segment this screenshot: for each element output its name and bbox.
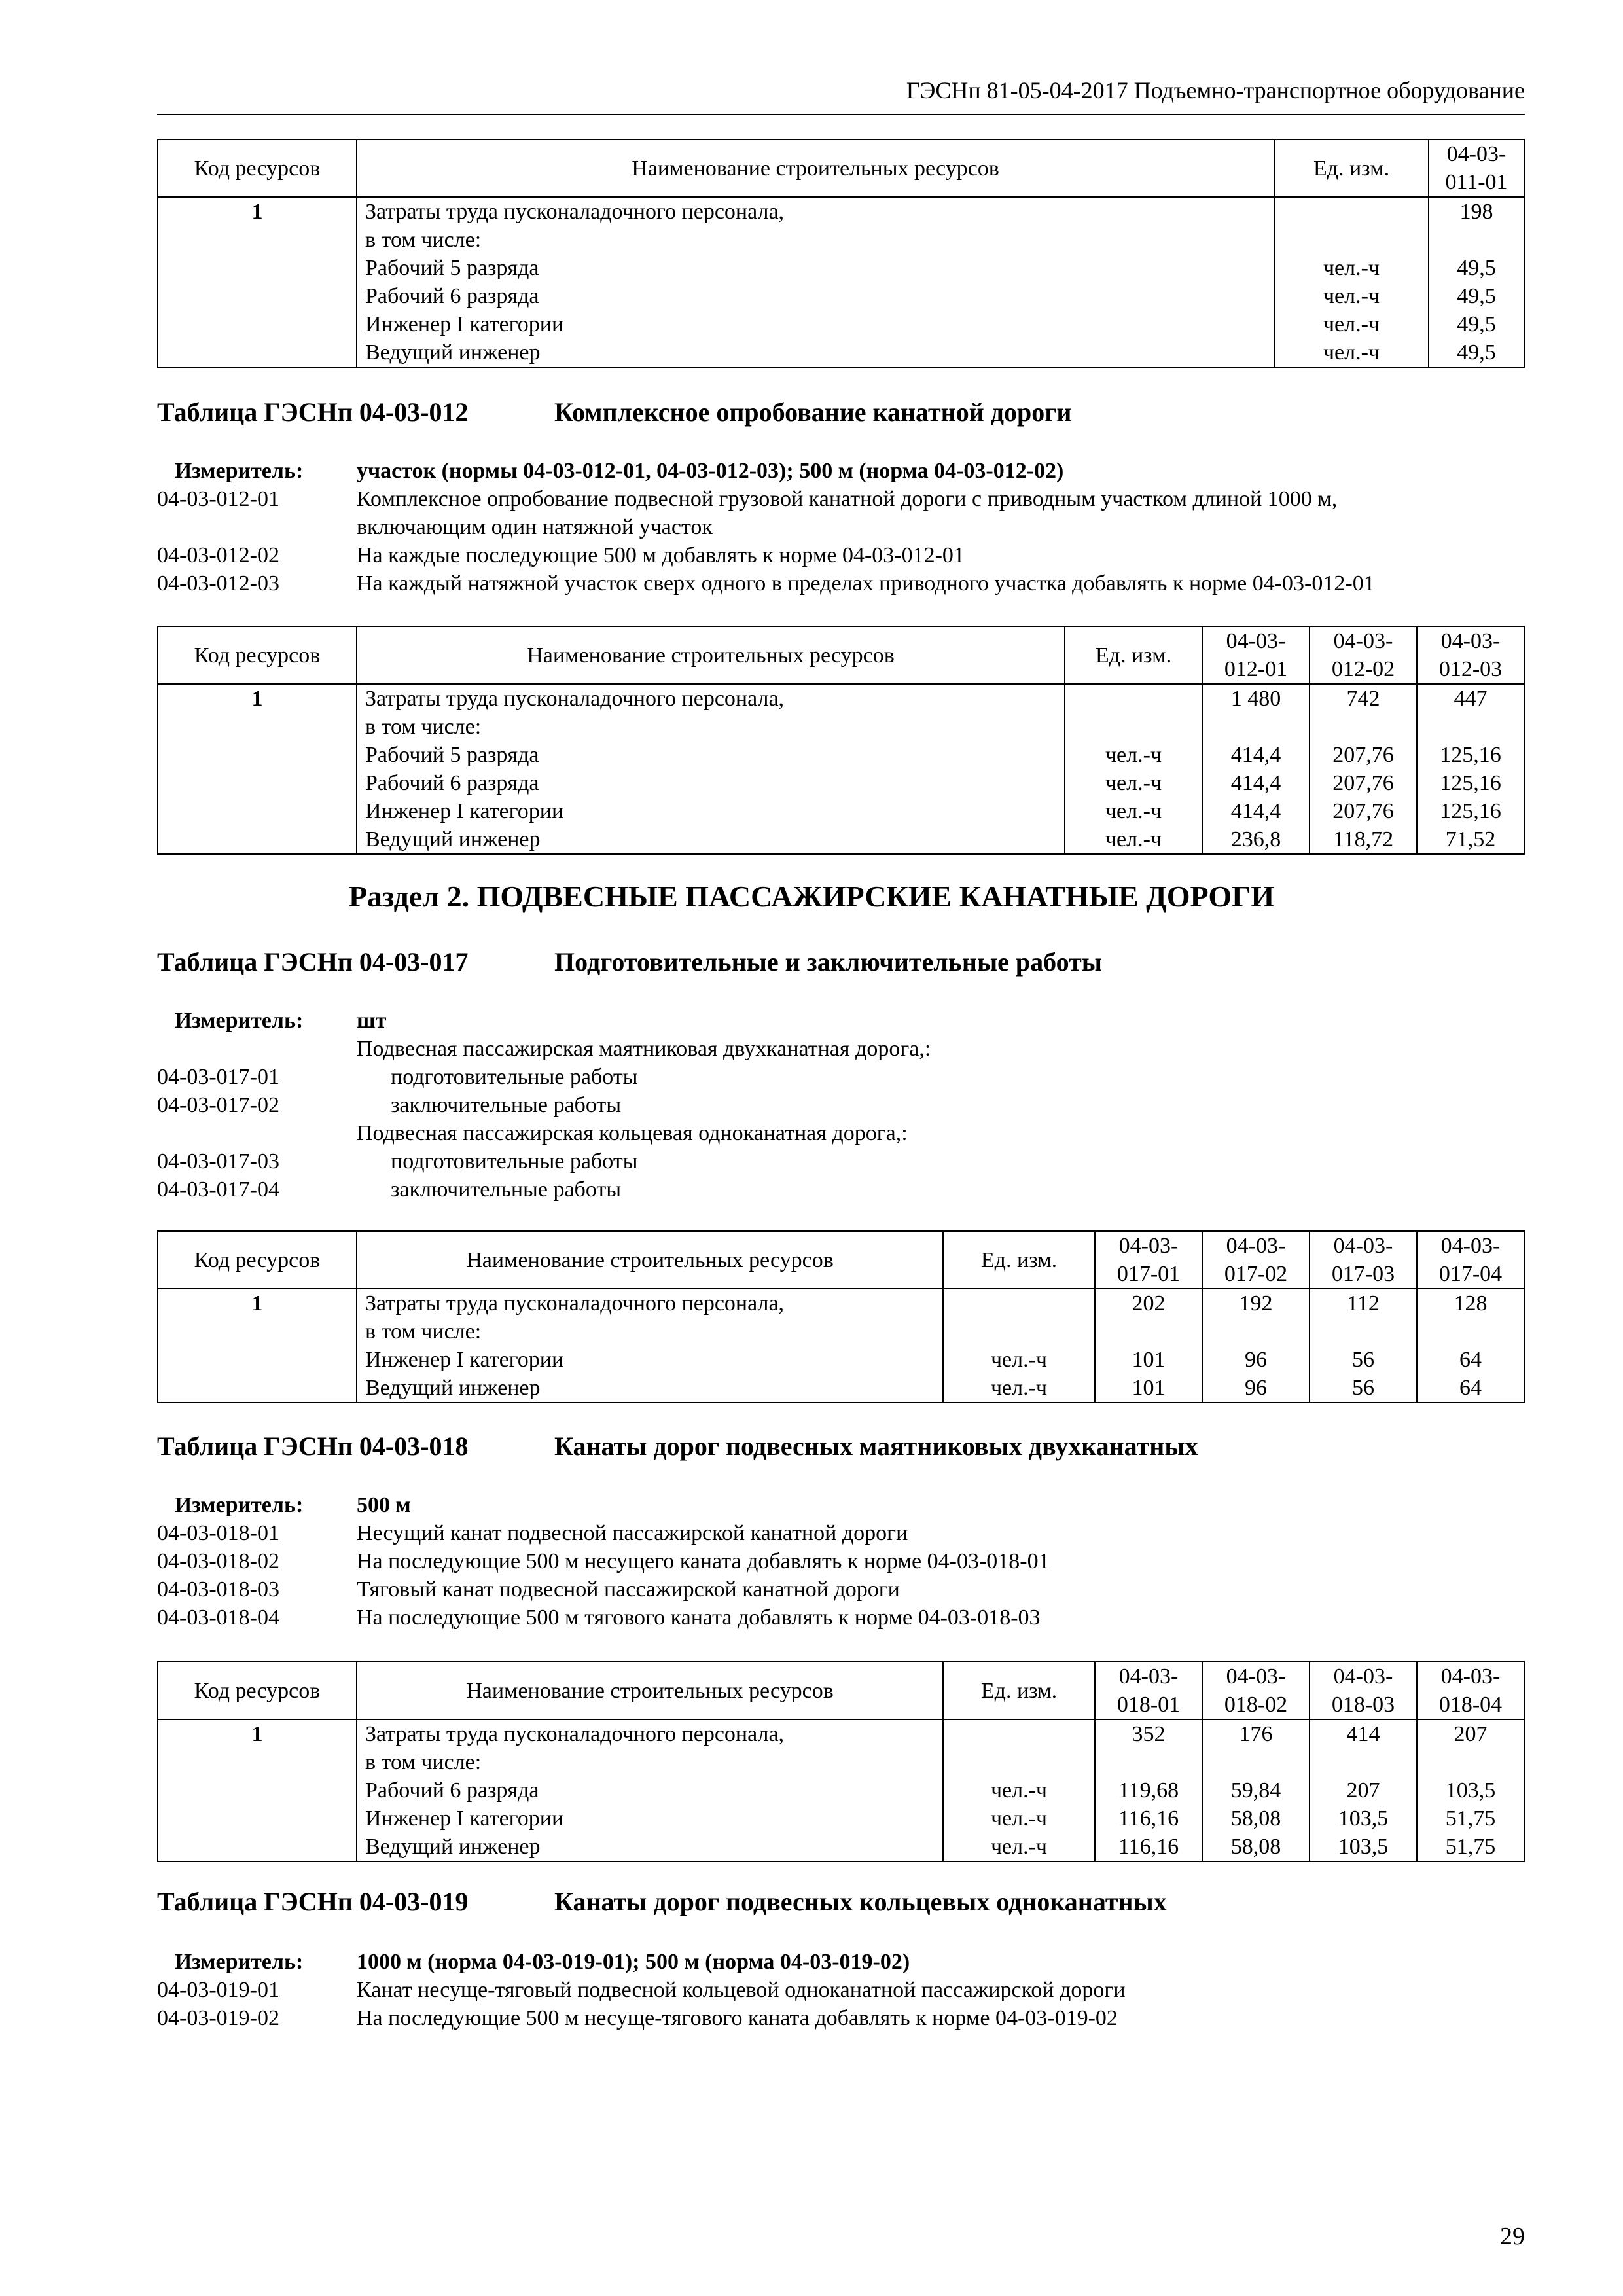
norm-code: 04-03- 018-04 <box>1438 1664 1503 1717</box>
resource-table <box>157 1230 1525 1403</box>
table-title-012 <box>157 395 1071 429</box>
cell-value: 176 <box>1202 1719 1310 1748</box>
resource-table <box>157 626 1525 855</box>
cell-value: 207 <box>1417 1719 1524 1748</box>
table-title-code: Таблица ГЭСНп 04-03-019 <box>157 1887 469 1916</box>
norm-item-text: Подвесная пассажирская маятниковая двухканатная дорога,: <box>357 1037 931 1061</box>
cell-value: 125,16 <box>1417 769 1524 797</box>
table-title-019 <box>157 1885 1167 1919</box>
cell-code <box>158 713 357 741</box>
resource-table <box>157 139 1525 368</box>
cell-value: 192 <box>1202 1289 1310 1318</box>
norm-code: 04-03- 011-01 <box>1445 142 1508 194</box>
col-header-unit: Ед. изм. <box>1065 626 1202 684</box>
cell-name: Ведущий инженер <box>357 338 1274 367</box>
table-row <box>158 1374 1524 1403</box>
table-row <box>158 769 1524 797</box>
cell-unit <box>943 1289 1095 1318</box>
cell-value: 236,8 <box>1202 825 1310 854</box>
cell-name: Затраты труда пусконаладочного персонала, <box>357 1719 943 1748</box>
norm-item-text: На каждый натяжной участок сверх одного в пределах приводного участка добавлять к норме 04-03-012-01 <box>357 571 1375 596</box>
cell-code <box>158 254 357 282</box>
cell-value: 101 <box>1095 1374 1202 1403</box>
table-header-row <box>158 139 1524 197</box>
col-header-code: Код ресурсов <box>158 626 357 684</box>
norm-item-code <box>157 1035 357 1063</box>
col-header-norm <box>1429 139 1524 197</box>
cell-value: 103,5 <box>1310 1833 1417 1861</box>
norm-item-code: 04-03-017-02 <box>157 1093 279 1117</box>
cell-value <box>1202 1748 1310 1776</box>
norm-item-text: подготовительные работы <box>391 1065 638 1089</box>
cell-value: 49,5 <box>1429 254 1524 282</box>
col-header-unit: Ед. изм. <box>943 1231 1095 1289</box>
measure-row <box>157 457 1525 485</box>
table-row <box>158 254 1524 282</box>
cell-value <box>1202 713 1310 741</box>
table-row <box>158 197 1524 226</box>
cell-unit: чел.-ч <box>1065 741 1202 769</box>
measure-value: 500 м <box>357 1493 411 1517</box>
norm-item <box>157 2004 1525 2032</box>
norm-item-text: Подвесная пассажирская кольцевая одноканатная дорога,: <box>357 1121 908 1145</box>
cell-code <box>158 1318 357 1346</box>
cell-value: 103,5 <box>1310 1804 1417 1833</box>
table-row <box>158 1776 1524 1804</box>
cell-value: 207 <box>1310 1776 1417 1804</box>
table-row <box>158 282 1524 310</box>
col-header-norm <box>1417 626 1524 684</box>
resource-table <box>157 1661 1525 1862</box>
col-header-code: Код ресурсов <box>158 139 357 197</box>
cell-code <box>158 310 357 338</box>
cell-value: 96 <box>1202 1374 1310 1403</box>
cell-name: Рабочий 6 разряда <box>357 1776 943 1804</box>
table-row <box>158 1804 1524 1833</box>
cell-value: 414,4 <box>1202 769 1310 797</box>
cell-unit <box>1065 713 1202 741</box>
norm-item-text: подготовительные работы <box>391 1149 638 1174</box>
cell-value <box>1417 1318 1524 1346</box>
cell-unit <box>943 1719 1095 1748</box>
norm-item-text: На последующие 500 м несуще-тягового каната добавлять к норме 04-03-019-02 <box>357 2006 1118 2030</box>
cell-value: 414 <box>1310 1719 1417 1748</box>
col-header-unit: Ед. изм. <box>1274 139 1429 197</box>
table-row <box>158 1833 1524 1861</box>
cell-value: 64 <box>1417 1374 1524 1403</box>
cell-unit: чел.-ч <box>1274 338 1429 367</box>
cell-code <box>158 1776 357 1804</box>
norm-item-code: 04-03-018-03 <box>157 1577 279 1602</box>
cell-value <box>1202 1318 1310 1346</box>
cell-code: 1 <box>158 1289 357 1318</box>
norm-item-text: Несущий канат подвесной пассажирской канатной дороги <box>357 1521 908 1545</box>
cell-name: Рабочий 6 разряда <box>357 769 1065 797</box>
norm-item-code: 04-03-012-03 <box>157 571 279 596</box>
measure-label: Измеритель: <box>174 459 304 483</box>
cell-unit <box>1274 226 1429 254</box>
cell-value <box>1429 226 1524 254</box>
table-row <box>158 1748 1524 1776</box>
norm-item-code: 04-03-018-04 <box>157 1605 279 1630</box>
measure-block-018 <box>157 1491 1525 1632</box>
cell-unit <box>1274 197 1429 226</box>
norm-item <box>157 541 1525 569</box>
cell-value: 49,5 <box>1429 282 1524 310</box>
table-header-row <box>158 1231 1524 1289</box>
resource-table-011 <box>157 139 1525 368</box>
table-title-018 <box>157 1429 1198 1463</box>
col-header-norm <box>1095 1662 1202 1719</box>
cell-code: 1 <box>158 684 357 713</box>
cell-value: 207,76 <box>1310 769 1417 797</box>
cell-value: 58,08 <box>1202 1833 1310 1861</box>
norm-item-code: 04-03-017-04 <box>157 1177 279 1202</box>
cell-code <box>158 226 357 254</box>
norm-item-text: На последующие 500 м тягового каната добавлять к норме 04-03-018-03 <box>357 1605 1041 1630</box>
cell-value: 207,76 <box>1310 797 1417 825</box>
cell-value: 125,16 <box>1417 741 1524 769</box>
cell-value: 116,16 <box>1095 1804 1202 1833</box>
resource-table-017 <box>157 1230 1525 1403</box>
norm-item-code: 04-03-018-02 <box>157 1549 279 1573</box>
cell-unit: чел.-ч <box>943 1833 1095 1861</box>
norm-code: 04-03- 017-03 <box>1331 1234 1395 1286</box>
norm-item <box>157 1575 1525 1604</box>
section-title: Раздел 2. ПОДВЕСНЫЕ ПАССАЖИРСКИЕ КАНАТНЫЕ ДОРОГИ <box>348 880 1275 913</box>
table-title-017 <box>157 945 1102 979</box>
table-title-name: Комплексное опробование канатной дороги <box>554 397 1072 427</box>
cell-code <box>158 1833 357 1861</box>
norm-item <box>157 1147 1525 1175</box>
cell-value: 96 <box>1202 1346 1310 1374</box>
col-header-name: Наименование строительных ресурсов <box>357 1662 943 1719</box>
cell-value: 58,08 <box>1202 1804 1310 1833</box>
table-row <box>158 310 1524 338</box>
norm-item-text: Комплексное опробование подвесной грузовой канатной дороги с приводным участком длиной 1000 м, <box>357 487 1338 511</box>
cell-value: 447 <box>1417 684 1524 713</box>
measure-label: Измеритель: <box>174 1009 304 1033</box>
cell-code <box>158 825 357 854</box>
resource-table-018 <box>157 1661 1525 1862</box>
resource-table-012 <box>157 626 1525 855</box>
table-row <box>158 797 1524 825</box>
norm-item <box>157 1035 1525 1063</box>
table-row <box>158 1318 1524 1346</box>
norm-item <box>157 485 1525 513</box>
cell-unit: чел.-ч <box>1065 769 1202 797</box>
cell-value: 1 480 <box>1202 684 1310 713</box>
cell-value <box>1095 1318 1202 1346</box>
norm-code: 04-03- 012-02 <box>1331 629 1395 681</box>
measure-block-017 <box>157 1007 1525 1204</box>
table-row <box>158 338 1524 367</box>
cell-value <box>1310 1748 1417 1776</box>
norm-item <box>157 1519 1525 1547</box>
measure-row <box>157 1491 1525 1519</box>
cell-code: 1 <box>158 1719 357 1748</box>
table-header-row <box>158 626 1524 684</box>
norm-code: 04-03- 018-03 <box>1331 1664 1395 1717</box>
cell-name: Рабочий 6 разряда <box>357 282 1274 310</box>
cell-name: Затраты труда пусконаладочного персонала, <box>357 197 1274 226</box>
cell-code <box>158 338 357 367</box>
measure-block-012 <box>157 457 1525 598</box>
measure-label: Измеритель: <box>174 1950 304 1974</box>
cell-value <box>1310 713 1417 741</box>
cell-value: 49,5 <box>1429 310 1524 338</box>
cell-name: Ведущий инженер <box>357 1833 943 1861</box>
cell-unit: чел.-ч <box>1274 310 1429 338</box>
cell-name: Затраты труда пусконаладочного персонала, <box>357 1289 943 1318</box>
measure-value: шт <box>357 1009 387 1033</box>
cell-value <box>1417 1748 1524 1776</box>
cell-unit: чел.-ч <box>1274 282 1429 310</box>
cell-value: 64 <box>1417 1346 1524 1374</box>
table-header-row <box>158 1662 1524 1719</box>
cell-name: Инженер I категории <box>357 797 1065 825</box>
col-header-norm <box>1202 626 1310 684</box>
cell-code <box>158 741 357 769</box>
cell-value <box>1095 1748 1202 1776</box>
cell-value: 118,72 <box>1310 825 1417 854</box>
cell-value <box>1310 1318 1417 1346</box>
measure-value: 1000 м (норма 04-03-019-01); 500 м (норма 04-03-019-02) <box>357 1950 910 1974</box>
col-header-norm <box>1310 1662 1417 1719</box>
norm-code: 04-03- 012-03 <box>1438 629 1503 681</box>
table-row <box>158 226 1524 254</box>
table-row <box>158 1346 1524 1374</box>
cell-value: 51,75 <box>1417 1804 1524 1833</box>
norm-item-code: 04-03-012-01 <box>157 487 279 511</box>
measure-row <box>157 1948 1525 1976</box>
cell-value: 56 <box>1310 1374 1417 1403</box>
cell-name: в том числе: <box>357 1318 943 1346</box>
cell-code <box>158 1374 357 1403</box>
norm-item-text: Тяговый канат подвесной пассажирской канатной дороги <box>357 1577 900 1602</box>
cell-unit: чел.-ч <box>943 1374 1095 1403</box>
norm-code: 04-03- 017-01 <box>1116 1234 1181 1286</box>
cell-name: Рабочий 5 разряда <box>357 254 1274 282</box>
cell-code: 1 <box>158 197 357 226</box>
table-title-name: Канаты дорог подвесных маятниковых двухканатных <box>554 1431 1198 1461</box>
table-title-code: Таблица ГЭСНп 04-03-018 <box>157 1431 469 1461</box>
norm-item-code: 04-03-017-01 <box>157 1065 279 1089</box>
cell-unit: чел.-ч <box>943 1804 1095 1833</box>
cell-unit: чел.-ч <box>943 1776 1095 1804</box>
cell-unit: чел.-ч <box>943 1346 1095 1374</box>
cell-unit <box>943 1748 1095 1776</box>
col-header-norm <box>1202 1662 1310 1719</box>
norm-item <box>157 569 1525 598</box>
norm-item-code: 04-03-012-02 <box>157 543 279 567</box>
norm-item-code: 04-03-019-01 <box>157 1978 279 2002</box>
col-header-norm <box>1095 1231 1202 1289</box>
col-header-norm <box>1202 1231 1310 1289</box>
cell-name: Инженер I категории <box>357 1804 943 1833</box>
col-header-name: Наименование строительных ресурсов <box>357 1231 943 1289</box>
cell-value: 414,4 <box>1202 797 1310 825</box>
col-header-code: Код ресурсов <box>158 1662 357 1719</box>
cell-value: 56 <box>1310 1346 1417 1374</box>
table-row <box>158 713 1524 741</box>
table-row <box>158 741 1524 769</box>
cell-code <box>158 1748 357 1776</box>
cell-code <box>158 1804 357 1833</box>
cell-name: Ведущий инженер <box>357 825 1065 854</box>
cell-unit: чел.-ч <box>1065 825 1202 854</box>
col-header-name: Наименование строительных ресурсов <box>357 139 1274 197</box>
page-number: 29 <box>1500 2223 1525 2250</box>
cell-unit: чел.-ч <box>1065 797 1202 825</box>
cell-value: 207,76 <box>1310 741 1417 769</box>
cell-value: 116,16 <box>1095 1833 1202 1861</box>
table-row <box>158 1289 1524 1318</box>
col-header-norm <box>1417 1662 1524 1719</box>
table-title-code: Таблица ГЭСНп 04-03-017 <box>157 947 469 977</box>
table-title-code: Таблица ГЭСНп 04-03-012 <box>157 397 469 427</box>
measure-row <box>157 1007 1525 1035</box>
norm-item-text: включающим один натяжной участок <box>357 515 713 539</box>
cell-value: 101 <box>1095 1346 1202 1374</box>
measure-block-019 <box>157 1948 1525 2032</box>
cell-value: 128 <box>1417 1289 1524 1318</box>
cell-name: Инженер I категории <box>357 310 1274 338</box>
cell-value: 202 <box>1095 1289 1202 1318</box>
norm-item-code <box>157 513 357 541</box>
cell-name: в том числе: <box>357 713 1065 741</box>
measure-value: участок (нормы 04-03-012-01, 04-03-012-03); 500 м (норма 04-03-012-02) <box>357 459 1064 483</box>
cell-unit: чел.-ч <box>1274 254 1429 282</box>
col-header-code: Код ресурсов <box>158 1231 357 1289</box>
cell-value: 51,75 <box>1417 1833 1524 1861</box>
col-header-unit: Ед. изм. <box>943 1662 1095 1719</box>
cell-value: 59,84 <box>1202 1776 1310 1804</box>
cell-value <box>1417 713 1524 741</box>
running-header <box>157 73 1525 115</box>
cell-name: Затраты труда пусконаладочного персонала, <box>357 684 1065 713</box>
cell-value: 125,16 <box>1417 797 1524 825</box>
norm-item <box>157 1091 1525 1119</box>
cell-unit <box>1065 684 1202 713</box>
running-header-title: ГЭСНп 81-05-04-2017 Подъемно-транспортное оборудование <box>906 77 1525 103</box>
norm-code: 04-03- 018-01 <box>1116 1664 1181 1717</box>
cell-value: 71,52 <box>1417 825 1524 854</box>
norm-item-text: Канат несуще-тяговый подвесной кольцевой одноканатной пассажирской дороги <box>357 1978 1126 2002</box>
cell-code <box>158 769 357 797</box>
norm-item <box>157 1604 1525 1632</box>
measure-label: Измеритель: <box>174 1493 304 1517</box>
table-row <box>158 1719 1524 1748</box>
norm-code: 04-03- 017-04 <box>1438 1234 1503 1286</box>
cell-code <box>158 1346 357 1374</box>
norm-item <box>157 1119 1525 1147</box>
norm-item-code: 04-03-019-02 <box>157 2006 279 2030</box>
cell-name: Ведущий инженер <box>357 1374 943 1403</box>
norm-item <box>157 1175 1525 1204</box>
norm-item <box>157 1547 1525 1575</box>
norm-code: 04-03- 012-01 <box>1224 629 1288 681</box>
norm-item-code: 04-03-018-01 <box>157 1521 279 1545</box>
norm-code: 04-03- 017-02 <box>1224 1234 1288 1286</box>
norm-item <box>157 513 1525 541</box>
cell-name: в том числе: <box>357 226 1274 254</box>
col-header-norm <box>1310 1231 1417 1289</box>
norm-item-text: На каждые последующие 500 м добавлять к норме 04-03-012-01 <box>357 543 965 567</box>
cell-value: 112 <box>1310 1289 1417 1318</box>
cell-value: 119,68 <box>1095 1776 1202 1804</box>
norm-item-text: На последующие 500 м несущего каната добавлять к норме 04-03-018-01 <box>357 1549 1050 1573</box>
col-header-norm <box>1310 626 1417 684</box>
table-title-name: Канаты дорог подвесных кольцевых одноканатных <box>554 1887 1167 1916</box>
norm-code: 04-03- 018-02 <box>1224 1664 1288 1717</box>
norm-item-code: 04-03-017-03 <box>157 1149 279 1174</box>
col-header-name: Наименование строительных ресурсов <box>357 626 1065 684</box>
col-header-norm <box>1417 1231 1524 1289</box>
table-title-name: Подготовительные и заключительные работы <box>554 947 1102 977</box>
cell-name: в том числе: <box>357 1748 943 1776</box>
norm-item <box>157 1976 1525 2004</box>
norm-item <box>157 1063 1525 1091</box>
cell-value: 742 <box>1310 684 1417 713</box>
cell-value: 198 <box>1429 197 1524 226</box>
cell-unit <box>943 1318 1095 1346</box>
norm-item-text: заключительные работы <box>391 1093 622 1117</box>
cell-name: Инженер I категории <box>357 1346 943 1374</box>
cell-value: 352 <box>1095 1719 1202 1748</box>
table-row <box>158 684 1524 713</box>
cell-value: 49,5 <box>1429 338 1524 367</box>
table-row <box>158 825 1524 854</box>
cell-value: 414,4 <box>1202 741 1310 769</box>
cell-name: Рабочий 5 разряда <box>357 741 1065 769</box>
cell-code <box>158 797 357 825</box>
cell-value: 103,5 <box>1417 1776 1524 1804</box>
norm-item-text: заключительные работы <box>391 1177 622 1202</box>
norm-item-code <box>157 1119 357 1147</box>
cell-code <box>158 282 357 310</box>
